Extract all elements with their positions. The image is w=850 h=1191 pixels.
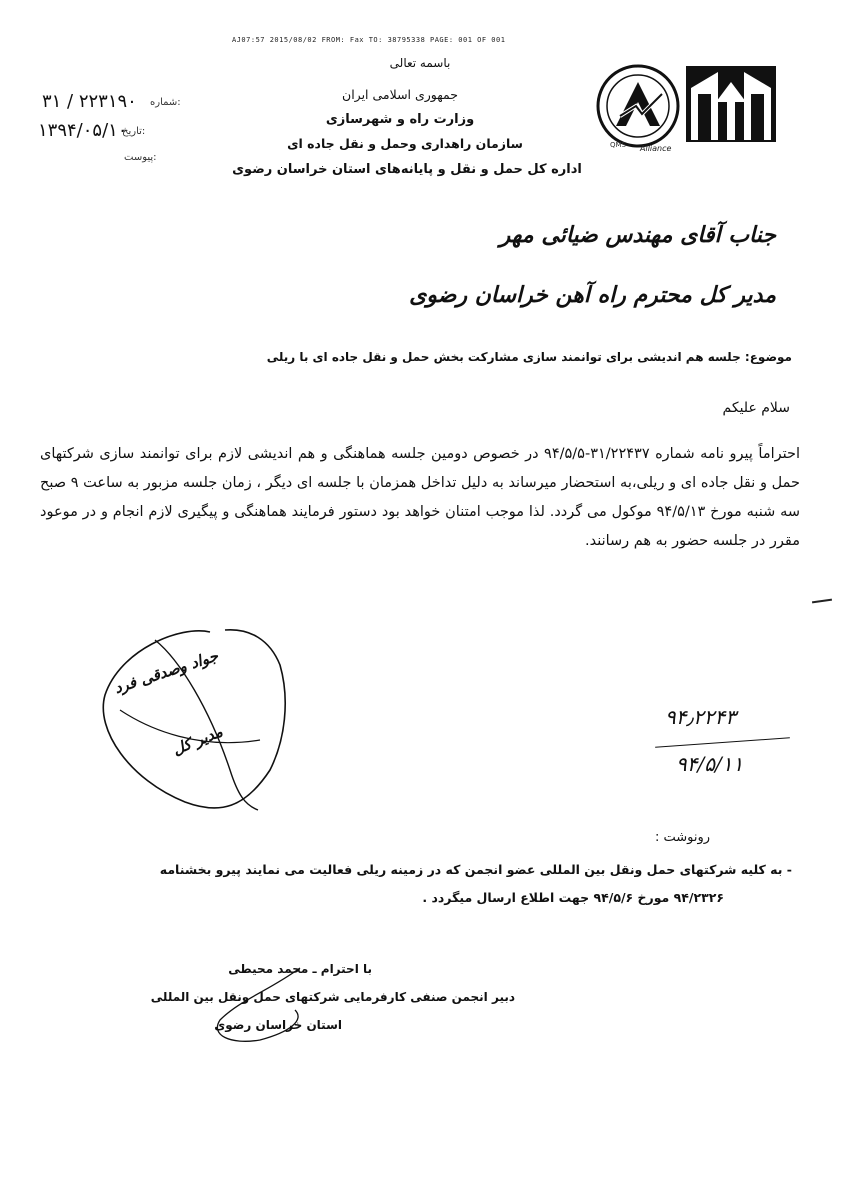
handwritten-divider — [655, 737, 790, 747]
margin-mark — [812, 599, 832, 604]
subject-text: جلسه هم اندیشی برای توانمند سازی مشارکت بخش حمل و نقل جاده ای با ریلی — [266, 350, 741, 364]
subject-label: موضوع: — [744, 350, 792, 364]
closing-scribble — [200, 960, 320, 1050]
cc-item-line-1: - به کلیه شرکتهای حمل ونقل بین المللی عضو انجمن که در زمینه ریلی فعالیت می نمایند پیرو بخشنامه — [159, 862, 792, 877]
recipient-line-2: مدیر کل محترم راه آهن خراسان رضوی — [409, 282, 776, 308]
greeting: سلام علیکم — [722, 400, 790, 416]
signature-name: جواد وصدقی فرد — [112, 646, 221, 698]
letter-body: احتراماً پیرو نامه شماره ۳۱/۲۲۴۳۷-۹۴/۵/۵ در خصوص دومین جلسه هماهنگی و هم اندیشی لازم برای توانمند سازی شرکتهای حمل و نقل جاده ای و ریلی،به استحضار میرساند به دلیل تداخل همزمان با جلسه ای دیگر ، زمان جلسه مزبور به ساعت ۹ صبح سه شنبه مورخ ۹۴/۵/۱۳ موکول می گردد. لذا موجب امتنان خواهد بود دستور فرمایند هماهنگی و پیگیری لازم انجام و در موعود مقرر در جلسه حضور به هم رسانند. — [40, 446, 800, 549]
organization-name: سازمان راهداری وحمل و نقل جاده ای — [287, 136, 523, 151]
signature-title: مدیر کل — [170, 722, 226, 759]
department-name: اداره کل حمل و نقل و پایانه‌های استان خراسان رضوی — [232, 162, 582, 177]
bismillah: باسمه تعالی — [389, 56, 451, 70]
date-label: تاریخ: — [122, 126, 146, 137]
closing-line-1: با احترام ـ محمد محیطی — [228, 962, 372, 976]
fax-header: AJ07:57 2015/08/02 FROM: Fax TO: 38795338 PAGE: 001 OF 001 — [232, 36, 506, 44]
subject-line — [267, 350, 792, 364]
handwritten-ref-number: ۹۴٫۲۲۴۳ — [665, 705, 736, 729]
number-value: ۳۱ / ۲۲۳۱۹۰ — [42, 91, 137, 112]
handwritten-ref-date: ۹۴/۵/۱۱ — [676, 752, 744, 776]
cc-item — [32, 856, 792, 912]
signature-scribble — [60, 620, 310, 820]
attachment-label: پیوست: — [124, 152, 157, 163]
logo-badge: QMS — [610, 141, 626, 149]
country-name: جمهوری اسلامی ایران — [342, 87, 458, 102]
cc-item-line-2: ۹۴/۲۳۲۶ مورخ ۹۴/۵/۶ جهت اطلاع ارسال میگردد . — [422, 890, 724, 905]
closing-line-3: استان خراسان رضوی — [214, 1018, 342, 1032]
cc-label: رونوشت : — [654, 830, 710, 845]
logo-text: Alliance — [640, 144, 672, 153]
number-label: شماره: — [150, 97, 181, 108]
date-value: ۱۳۹۴/۰۵/۱۰ — [38, 120, 128, 141]
ministry-name: وزارت راه و شهرسازی — [325, 112, 475, 127]
recipient-line-1: جناب آقای مهندس ضیائی مهر — [499, 222, 776, 248]
closing-line-2: دبیر انجمن صنفی کارفرمایی شرکتهای حمل ونقل بین المللی — [150, 990, 515, 1004]
